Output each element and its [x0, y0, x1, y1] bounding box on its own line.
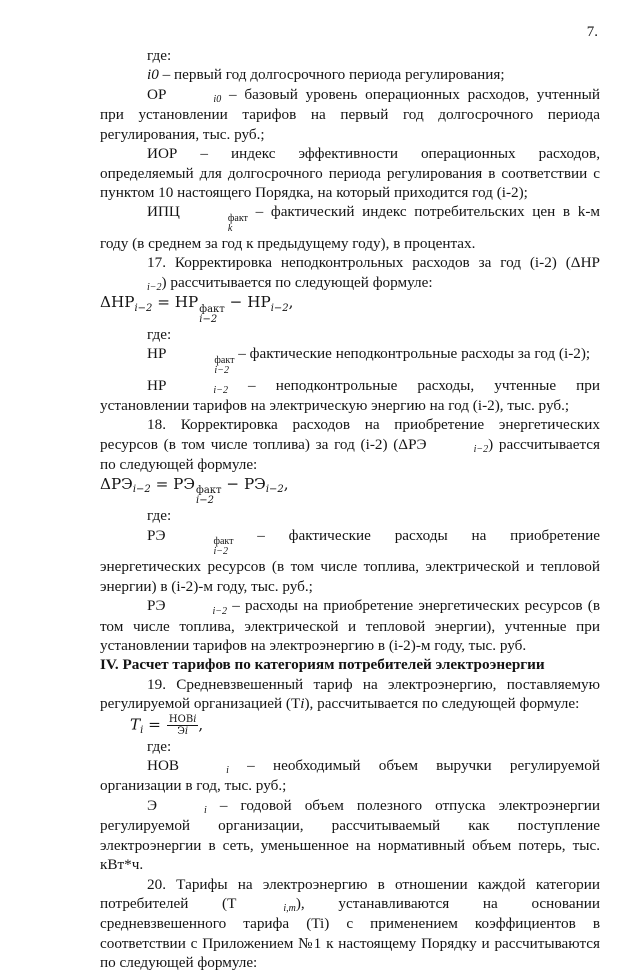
where-label: где: — [147, 737, 172, 755]
definition-or-i0: ОР i0 – базовый уровень операционных расходов, учтенный при установлении тарифов на первый год долгосрочного периода регулирования, тыс. руб.; — [100, 85, 600, 143]
paragraph-17: 17. Корректировка неподконтрольных расходов за год (i-2) (ΔНРi−2) рассчитывается по следующей формуле: — [147, 254, 600, 294]
definition-e: Э i – годовой объем полезного отпуска электроэнергии регулируемой организации, рассчитываемый как поступление электроэнергии в сеть, уменьшенное на нормативный объем потерь, тыс. кВт*ч. — [100, 796, 600, 874]
fraction: $\frac{\text{НОВi}}{Эi}$ — [168, 713, 197, 737]
document-body — [100, 46, 600, 973]
definition-ipc: ИПЦ факт k – фактический индекс потребительских цен в k-м году (в среднем за год к предыдущему году), в процентах. — [100, 203, 600, 252]
definition-ior: ИОР – индекс эффективности операционных расходов, определяемый для долгосрочного периода регулирования в соответствии с пунктом 10 настоящего Порядка, на который приходится год (i-2); — [100, 145, 600, 201]
definition-nov: НОВ i – необходимый объем выручки регулируемой организации в год, тыс. руб.; — [100, 756, 600, 795]
definition-nr-fact: НР факт i−2 – фактические неподконтрольные расходы за год (i-2); — [147, 345, 591, 376]
page-number: 7. — [586, 24, 598, 40]
definition-i0: i0 – первый год долгосрочного периода регулирования; — [147, 66, 505, 84]
where-label: где: — [147, 325, 172, 343]
definition-re-fact: РЭ факт i−2 – фактические расходы на приобретение энергетических ресурсов (в том числе топлива, электрической и тепловой энергии) в (i-2)-м году, тыс. руб.; — [100, 526, 600, 595]
formula-tariff: Ti = $\frac{\text{НОВi}}{Эi}$ , — [130, 713, 204, 737]
section-heading: IV. Расчет тарифов по категориям потребителей электроэнергии — [100, 656, 545, 674]
formula-delta-re: ΔРЭi−2 = РЭ факт i−2 − РЭi−2, — [100, 474, 289, 507]
definition-nr: НР i−2 – неподконтрольные расходы, учтенные при установлении тарифов на электрическую энергию на год (i-2), тыс. руб.; — [100, 376, 600, 415]
paragraph-19: 19. Средневзвешенный тариф на электроэнергию, поставляемую регулируемой организацией (Тi), рассчитывается по следующей формуле: — [100, 675, 600, 713]
where-label: где: — [147, 47, 172, 64]
definition-re: РЭ i−2 – расходы на приобретение энергетических ресурсов (в том числе топлива, электрической и тепловой энергии), учтенные при установлении тарифов на электроэнергию в (i-2)-м году, тыс. руб. — [100, 597, 600, 654]
paragraph-20: 20. Тарифы на электроэнергию в отношении каждой категории потребителей (Т i,m), устанавливаются на основании средневзвешенного тарифа (Ti) с применением коэффициентов в соответствии с Приложением №1 к настоящему Порядку и рассчитываются по следующей формуле: — [100, 875, 600, 972]
where-label: где: — [147, 507, 172, 525]
formula-delta-nr: ΔНРi−2 = НР факт i−2 − НРi−2, — [100, 293, 294, 325]
paragraph-18: 18. Корректировка расходов на приобретение энергетических ресурсов (в том числе топлива) за год (i-2) (ΔРЭ i−2) рассчитывается по следующей формуле: — [100, 416, 600, 474]
symbol: i0 — [147, 66, 159, 84]
